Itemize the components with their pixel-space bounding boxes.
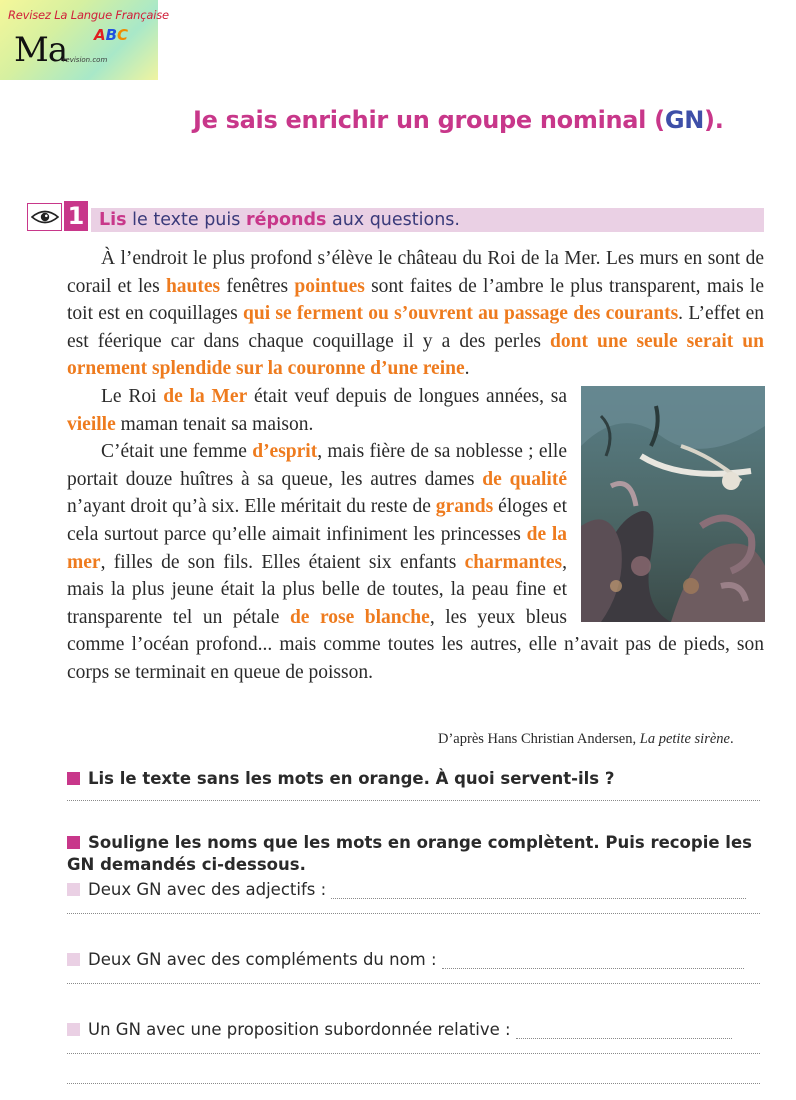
source-credit: D’après Hans Christian Andersen, La petite sirène. xyxy=(438,731,734,747)
question-1: Lis le texte sans les mots en orange. À quoi servent-ils ? xyxy=(67,769,614,788)
bullet-square-icon xyxy=(67,953,80,966)
sub-question-relative: Un GN avec une proposition subordonnée relative : xyxy=(67,1020,732,1039)
sub-question-adjectifs: Deux GN avec des adjectifs : xyxy=(67,880,746,899)
paragraph-2: Le Roi de la Mer était veuf depuis de longues années, sa vieille maman tenait sa maison. xyxy=(67,385,567,435)
logo-site: -revision.com xyxy=(60,56,108,64)
answer-line-4[interactable] xyxy=(67,1053,760,1054)
bullet-square-icon xyxy=(67,772,80,785)
bullet-square-icon xyxy=(67,836,80,849)
exercise-header xyxy=(27,199,764,233)
logo-abc: ABC xyxy=(94,26,129,44)
question-2: Souligne les noms que les mots en orange complètent. Puis recopie les GN demandés ci-dessous. xyxy=(67,833,752,874)
answer-fill-1[interactable] xyxy=(331,898,746,899)
mermaid-illustration xyxy=(581,386,765,622)
site-logo xyxy=(0,0,169,80)
answer-line-5[interactable] xyxy=(67,1083,760,1084)
sub-question-complements: Deux GN avec des compléments du nom : xyxy=(67,950,744,969)
eye-icon xyxy=(27,203,62,231)
answer-fill-3[interactable] xyxy=(516,1038,732,1039)
page-title: Je sais enrichir un groupe nominal (GN). xyxy=(193,106,724,134)
logo-tagline: Revisez La Langue Française xyxy=(8,8,169,22)
answer-line-1[interactable] xyxy=(67,800,760,801)
exercise-number: 1 xyxy=(64,201,88,231)
paragraph-3: C’était une femme d’esprit, mais fière de sa noblesse ; elle portait douze huîtres à sa queue, les autres dames de qualité n’ayant droit qu’à six. Elle méritait du reste de grands éloges et cela surtout parce qu’elle aimait infiniment les princesses de la mer, filles de son fils. Elles étaient six enfants charmantes, mais la plus jeune était la plus belle de toutes, la peau fine et transparente tel un pétale de rose blanche, les yeux bleus comme l’océan profond... mais comme toutes les autres, elle n’avait pas de pieds, son corps se terminait en queue de poisson. xyxy=(67,441,764,683)
bullet-square-icon xyxy=(67,1023,80,1036)
reading-text xyxy=(67,245,764,687)
paragraph-1: À l’endroit le plus profond s’élève le château du Roi de la Mer. Les murs en sont de corail et les hautes fenêtres pointues sont faites de l’ambre le plus transparent, mais le toit est en coquillages qui se ferment ou s’ouvrent au passage des courants. L’effet en est féerique car dans chaque coquillage il y a des perles dont une seule serait un ornement splendide sur la couronne d’une reine. xyxy=(67,248,764,380)
answer-line-2[interactable] xyxy=(67,913,760,914)
answer-line-3[interactable] xyxy=(67,983,760,984)
bullet-square-icon xyxy=(67,883,80,896)
answer-fill-2[interactable] xyxy=(442,968,744,969)
exercise-instruction: Lis le texte puis réponds aux questions. xyxy=(91,208,764,232)
logo-ma: Ma xyxy=(14,30,68,70)
